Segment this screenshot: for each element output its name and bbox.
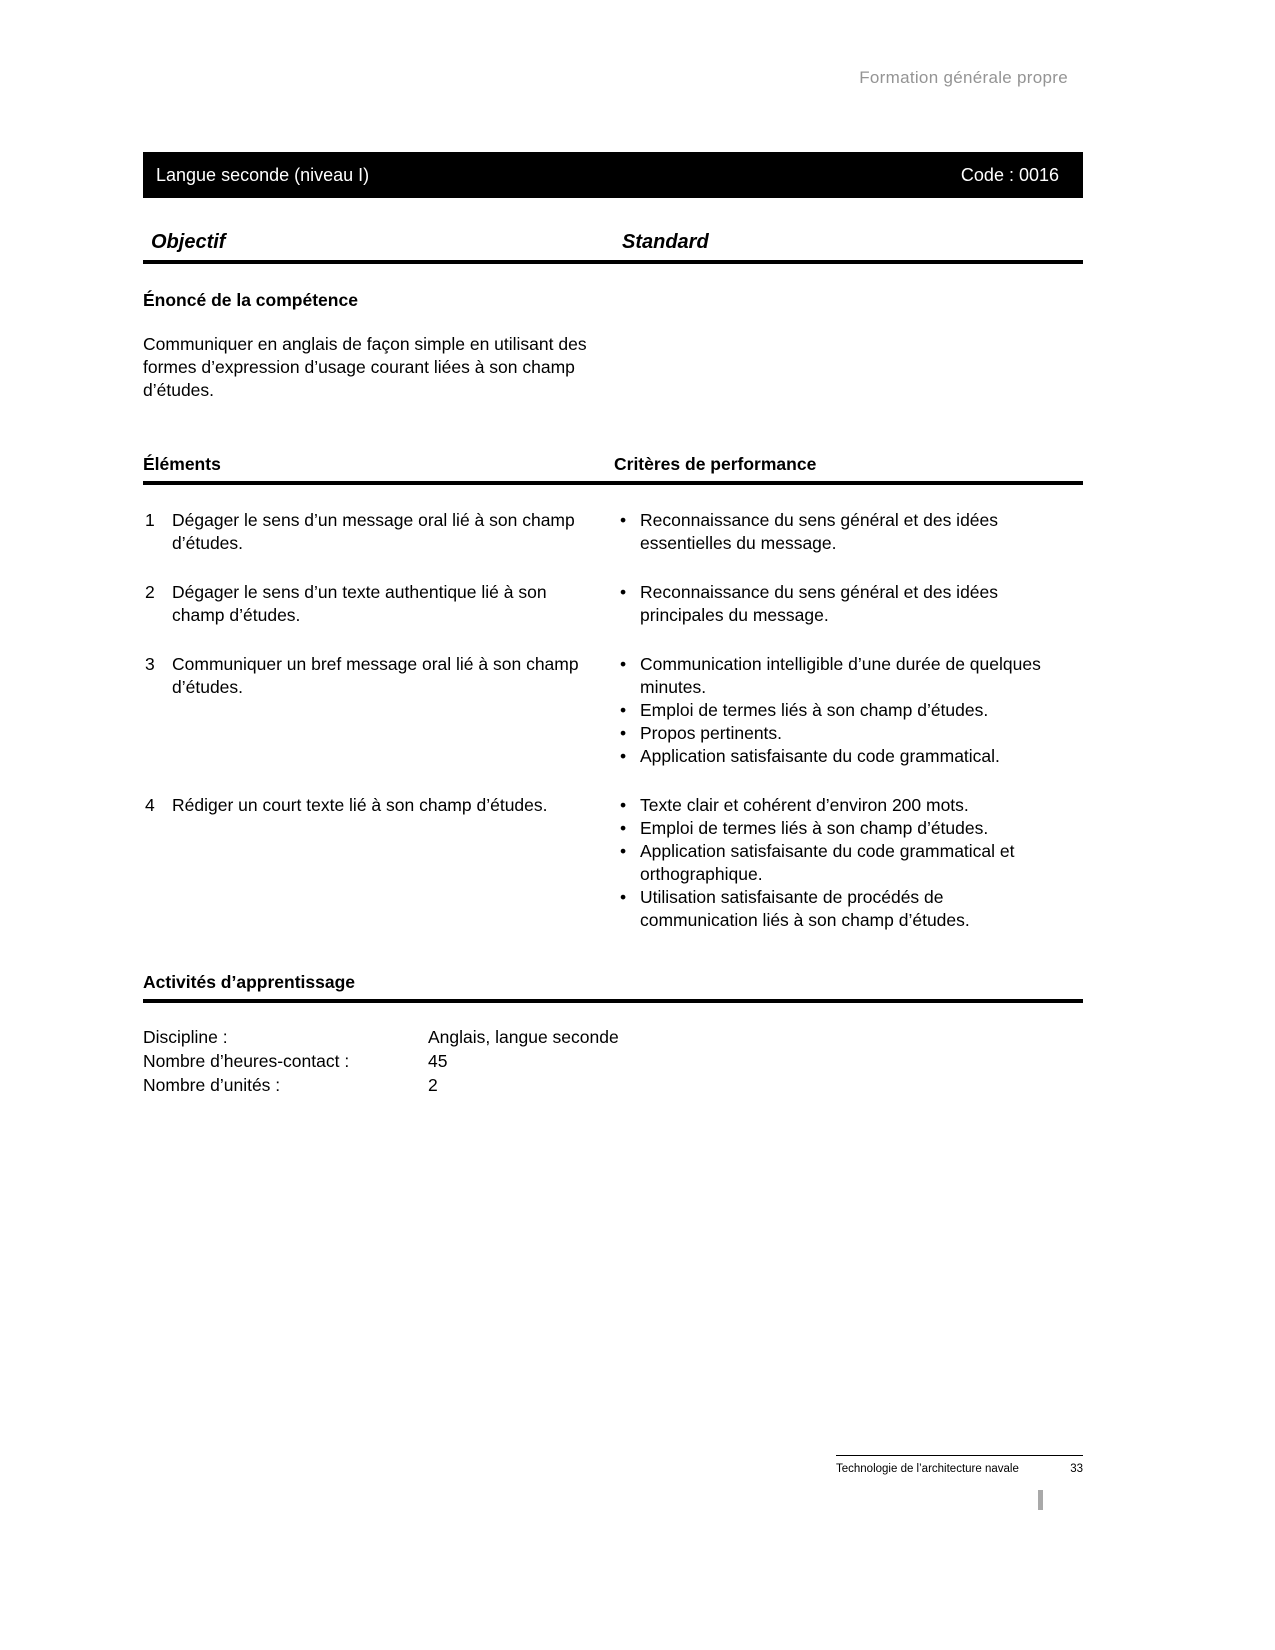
table-headers bbox=[143, 454, 1083, 475]
info-label: Discipline : bbox=[143, 1027, 228, 1047]
criteria-text: Communication intelligible d’une durée de quelques minutes. bbox=[640, 654, 1041, 697]
bullet-icon: • bbox=[620, 841, 627, 861]
divider-objectif-standard bbox=[143, 260, 1083, 264]
divider-activites bbox=[143, 999, 1083, 1003]
course-title: Langue seconde (niveau I) bbox=[156, 164, 370, 185]
bullet-icon: • bbox=[620, 582, 627, 602]
info-row-unites bbox=[143, 1073, 1083, 1097]
criteria-text: Utilisation satisfaisante de procédés de communication liés à son champ d’études. bbox=[640, 887, 970, 930]
criteria-text: Reconnaissance du sens général et des idées essentielles du message. bbox=[640, 510, 999, 553]
footer-document-title: Technologie de l’architecture navale bbox=[836, 1463, 1019, 1475]
criteria-list bbox=[614, 653, 1083, 768]
criteria-item bbox=[614, 817, 1083, 840]
course-title-bar bbox=[143, 152, 1083, 198]
info-value: 45 bbox=[428, 1051, 448, 1071]
info-label: Nombre d’heures-contact : bbox=[143, 1051, 350, 1071]
elements-header: Éléments bbox=[143, 454, 221, 474]
info-row-heures bbox=[143, 1049, 1083, 1073]
running-header: Formation générale propre bbox=[859, 68, 1068, 87]
criteria-item bbox=[614, 509, 1083, 555]
criteria-cell bbox=[614, 653, 1083, 768]
criteria-list bbox=[614, 794, 1083, 932]
page-footer bbox=[836, 1463, 1083, 1475]
activites-heading: Activités d’apprentissage bbox=[143, 972, 356, 992]
criteria-item bbox=[614, 840, 1083, 886]
criteria-item bbox=[614, 886, 1083, 932]
element-cell bbox=[143, 509, 614, 555]
bullet-icon: • bbox=[620, 795, 627, 815]
element-number: 2 bbox=[145, 582, 155, 602]
criteria-item bbox=[614, 581, 1083, 627]
criteres-header: Critères de performance bbox=[614, 454, 817, 474]
criteria-text: Emploi de termes liés à son champ d’études. bbox=[640, 700, 989, 720]
criteria-item bbox=[614, 699, 1083, 722]
enonce-body: Communiquer en anglais de façon simple en utilisant des formes d’expression d’usage courant liées à son champ d’études. bbox=[143, 334, 587, 400]
table-row bbox=[143, 581, 1083, 627]
criteria-item bbox=[614, 794, 1083, 817]
criteria-text: Propos pertinents. bbox=[640, 723, 783, 743]
criteria-cell bbox=[614, 794, 1083, 932]
activites-info bbox=[143, 1025, 1083, 1097]
info-value: 2 bbox=[428, 1075, 438, 1095]
element-cell bbox=[143, 794, 614, 932]
bullet-icon: • bbox=[620, 887, 627, 907]
divider-elements-criteres bbox=[143, 481, 1083, 485]
element-cell bbox=[143, 653, 614, 768]
criteria-item bbox=[614, 745, 1083, 768]
footer-divider bbox=[836, 1455, 1083, 1456]
table-row bbox=[143, 794, 1083, 932]
elements-criteria-table bbox=[143, 509, 1083, 932]
element-number: 1 bbox=[145, 510, 155, 530]
criteria-cell bbox=[614, 509, 1083, 555]
bullet-icon: • bbox=[620, 746, 627, 766]
corner-print-mark bbox=[1038, 1490, 1043, 1510]
table-row bbox=[143, 509, 1083, 555]
element-text: Dégager le sens d’un texte authentique lié à son champ d’études. bbox=[172, 582, 547, 625]
element-cell bbox=[143, 581, 614, 627]
objectif-heading: Objectif bbox=[151, 231, 226, 253]
bullet-icon: • bbox=[620, 510, 627, 530]
criteria-item bbox=[614, 722, 1083, 745]
element-text: Dégager le sens d’un message oral lié à son champ d’études. bbox=[172, 510, 575, 553]
bullet-icon: • bbox=[620, 700, 627, 720]
info-label: Nombre d’unités : bbox=[143, 1075, 281, 1095]
element-number: 3 bbox=[145, 654, 155, 674]
column-headers bbox=[143, 231, 1083, 254]
criteria-item bbox=[614, 653, 1083, 699]
bullet-icon: • bbox=[620, 818, 627, 838]
element-number: 4 bbox=[145, 795, 155, 815]
bullet-icon: • bbox=[620, 654, 627, 674]
criteria-text: Application satisfaisante du code grammatical et orthographique. bbox=[640, 841, 1015, 884]
course-code: Code : 0016 bbox=[960, 164, 1059, 185]
criteria-cell bbox=[614, 581, 1083, 627]
criteria-text: Emploi de termes liés à son champ d’études. bbox=[640, 818, 989, 838]
criteria-list bbox=[614, 509, 1083, 555]
element-text: Rédiger un court texte lié à son champ d’études. bbox=[172, 795, 548, 815]
table-row bbox=[143, 653, 1083, 768]
standard-heading: Standard bbox=[622, 231, 709, 253]
element-text: Communiquer un bref message oral lié à son champ d’études. bbox=[172, 654, 579, 697]
footer-page-number: 33 bbox=[1070, 1463, 1083, 1475]
info-value: Anglais, langue seconde bbox=[428, 1027, 619, 1047]
info-row-discipline bbox=[143, 1025, 1083, 1049]
criteria-text: Texte clair et cohérent d’environ 200 mots. bbox=[640, 795, 969, 815]
criteria-text: Reconnaissance du sens général et des idées principales du message. bbox=[640, 582, 999, 625]
criteria-list bbox=[614, 581, 1083, 627]
criteria-text: Application satisfaisante du code grammatical. bbox=[640, 746, 1000, 766]
page-content bbox=[143, 152, 1083, 1097]
bullet-icon: • bbox=[620, 723, 627, 743]
enonce-heading: Énoncé de la compétence bbox=[143, 290, 358, 310]
